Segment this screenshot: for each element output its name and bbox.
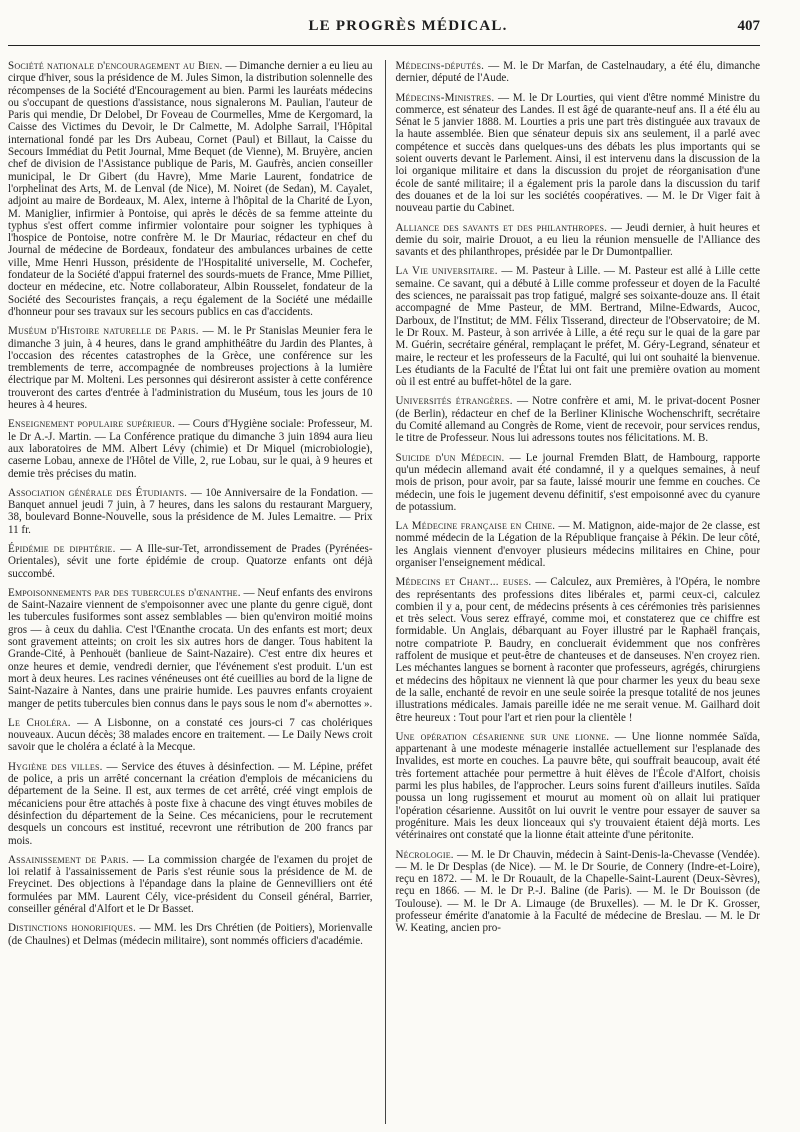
- news-item: [8, 761, 373, 847]
- page-number: 407: [737, 18, 760, 34]
- news-item: [396, 576, 761, 724]
- news-item: [396, 849, 761, 935]
- news-item: [8, 587, 373, 710]
- item-heading: Nécrologie.: [395, 848, 454, 861]
- item-text: — Dimanche dernier a eu lieu au cirque d'hiver, sous la présidence de M. Jules Simon, la distribution solennelle des récompenses de la Société d'Encouragement au bien. Parmi les lauréats médecins ou s'occupant de questions d'assistance, nous signalerons M. Paulian, l'auteur de Paris qui mendie, Dr Delobel, Dr Foveau de Courmelles, Mme de Kergomard, la Caisse des Victimes du Devoir, le Dr Calmette, M. Adolphe Sarrail, l'Hôpital international fondé par les Drs Aubeau, Cornet (Paul) et Billaut, la Caisse du Secours Immédiat du Petit Journal, Mme Bequet (de Vienne), M. Bruyère, ancien chef de division de l'Assistance publique de Paris, M. Gaufrès, ancien conseiller municipal, le Dr Gibert (du Havre), Mme Marie Laurent, fondatrice de l'orphelinat des Arts, M. de Lenval (de Nice), M. Noiret (de Sedan), M. Cayalet, adjoint au maire de Bordeaux, M. Alex, interne à l'hôpital de la Charité de Lyon, M. Maniglier, infirmier à Pontoise, qui après le décès de sa femme atteinte du typhus s'est offert comme infirmier volontaire pour soigner les typhiques à l'hospice de Pontoise, notre confrère M. le Dr Mauriac, rédacteur en chef du Journal de médecine de Bordeaux, fondateur des ambulances urbaines de cette ville, Mme Henri Husson, présidente de l'Hospitalité universelle, M. Cochefer, fondateur de la Société d'appui fraternel des sourds-muets de France, Mme Pilliet, docteur en médecine, etc. Notre collaborateur, Albin Rousselet, fondateur de la Société des Secouristes français, a reçu également de la Société une médaille d'honneur pour ses travaux sur les secours publics en cas d'accidents.: [8, 60, 373, 318]
- item-heading: Empoisonnements par des tubercules d'œnanthe.: [8, 586, 241, 599]
- news-item: [396, 452, 761, 513]
- item-heading: Médecins et Chant... euses.: [395, 576, 532, 589]
- item-text: — Cours d'Hygiène sociale: Professeur, M. le Dr A.-J. Martin. — La Conférence pratique du dimanche 3 juin 1894 aura lieu aux laboratoires de MM. Albert Lévy (chimie) et Dr Miquel (microbiologie), caserne Lobau, annexe de l'Hôtel de Ville, 2, rue Lobau, sur le quai, à 9 heures et demie très précises du matin.: [8, 418, 373, 480]
- item-text: — Calculez, aux Premières, à l'Opéra, le nombre des représentants des professions dites libérales et, parmi ceux-ci, calculez combien il y a, pour cent, de médecins présents à ces cérémonies très parisiennes et très select. Vous serez effrayé, comme moi, et constaterez que ce chiffre est formidable. Un Anglais, débarquant au Foyer illustré par le Raphaël français, notre compatriote P. Baudry, en concluerait évidemment que nos confrères raffolent de musique et peut-être de chanteuses et de danseuses. N'en croyez rien. Les méchantes langues se bornent à raconter que professeurs, agrégés, chirurgiens et médecins des hôpitaux ne viennent là que pour charmer les yeux du beau sexe de la salle, enchanté de revoir en une seule soirée la presque totalité de nos jeunes illustrations médicales. Jamais pareille idée ne me serait venue. M. Gailhard doit être heureux : Tout pour l'art et rien pour la clientèle !: [395, 576, 760, 724]
- news-item: [8, 717, 373, 754]
- item-heading: Société nationale d'encouragement au Bien.: [8, 60, 223, 72]
- item-text: — M. Matignon, aide-major de 2e classe, est nommé médecin de la Légation de la République française à Pékin. De leur côté, les Anglais viennent d'envoyer plusieurs médecins militaires en Chine, pour organiser l'enseignement médical.: [395, 520, 760, 569]
- item-text: — Notre confrère et ami, M. le privat-docent Posner (de Berlin), rédacteur en chef de la Berliner Klinische Wochenschrift, secrétaire du Comité allemand au Congrès de Rome, vient de recevoir, pour services rendus, le titre de Professeur. Nous lui adressons toutes nos félicitations. M. B.: [395, 395, 760, 445]
- news-item: [8, 922, 373, 947]
- item-heading: Assainissement de Paris.: [8, 853, 129, 866]
- item-heading: La Médecine française en Chine.: [395, 520, 556, 533]
- item-text: — M. le Dr Lourties, qui vient d'être nommé Ministre du commerce, est sénateur des Landes. Il est âgé de quarante-neuf ans. Il a été élu au Sénat le 5 janvier 1888. M. Lourties a pris une part très distinguée aux travaux de la haute assemblée. Bien que sénateur depuis six ans seulement, il a parlé avec compétence et succès dans quelques-uns des débats les plus importants qui se soient ouverts devant le Parlement. Ainsi, il est intervenu dans la discussion de la loi organique militaire et dans la discussion du projet de réorganisation d'une école de santé militaire; il a également pris la parole dans la discussion du tarif des douanes et de la loi sur les sociétés coopératives. — M. le Dr Viger fait à nouveau partie du Cabinet.: [395, 91, 760, 215]
- news-item: [396, 395, 761, 444]
- item-text: — M. le Pr Stanislas Meunier fera le dimanche 3 juin, à 4 heures, dans le grand amphithéâtre du Jardin des Plantes, à l'occasion des récentes catastrophes de la Grèce, une conférence sur les tremblements de terre, accompagnée de nombreuses projections à la lumière électrique par M. Molteni. Les personnes qui désireront assister à cette conférence trouveront des cartes d'entrée à l'administration du Muséum, tous les jours de 10 heures à 4 heures.: [8, 325, 373, 412]
- item-text: — MM. les Drs Chrétien (de Poitiers), Morienvalle (de Chaulnes) et Delmas (médecin militaire), sont nommés officiers d'académie.: [8, 922, 373, 947]
- item-text: — M. le Dr Chauvin, médecin à Saint-Denis-la-Chevasse (Vendée). — M. le Dr Desplas (de Nice). — M. le Dr Sourie, de Connery (Indre-et-Loire), reçu en 1872. — M. le Dr Rouault, de la Chapelle-Saint-Laurent (Deux-Sèvres), reçu en 1866. — M. le Dr P.-J. Baline (de Paris). — M. le Dr Bouisson (de Toulouse). — M. le Dr A. Limauge (de Bruxelles). — M. le Dr K. Grosser, professeur émérite d'anatomie à la Faculté de médecine de Breslau. — M. le Dr W. Keating, ancien pro-: [395, 848, 760, 935]
- news-item: [396, 60, 761, 85]
- header-rule: [8, 45, 760, 46]
- news-item: [396, 265, 761, 388]
- item-heading: Universités étrangères.: [395, 395, 513, 408]
- item-heading: Hygiène des villes.: [8, 760, 103, 773]
- left-column: [8, 60, 375, 1124]
- news-item: [8, 325, 373, 411]
- news-item: [8, 418, 373, 479]
- item-heading: Association générale des Étudiants.: [8, 486, 188, 499]
- item-heading: Suicide d'un Médecin.: [395, 451, 505, 464]
- item-text: — Neuf enfants des environs de Saint-Nazaire viennent de s'empoisonner avec une plante du genre ciguë, dont les tubercules fusiformes sont assez semblables — bien qu'environ moitié moins gros — à ceux du dahlia. C'est l'Œnanthe crocata. Un des enfants est mort; deux sont gravement atteints; on croit les six autres hors de danger. Tous habitent la Grande-Cité, à Penhouët (banlieue de Saint-Nazaire). C'est entre dix heures et onze heures et demie, vendredi dernier, que l'événement s'est produit. L'un est mort à deux heures. Les racines vénéneuses ont été cueillies au bord de la ligne de Saint-Nazaire à Nantes, dans une prairie humide. Les pauvres enfants croyaient manger de petits tubercules bien connus dans le pays sous le nom d'« abernottes ».: [8, 586, 373, 710]
- item-text: — La commission chargée de l'examen du projet de loi relatif à l'assainissement de Paris s'est réunie sous la présidence de M. de Freycinet. Des objections à l'épandage dans la plaine de Gennevilliers ont été formulées par MM. Laurent Cély, vice-président du Conseil général, Barrier, conseiller général d'Alfort et le Dr Basset.: [8, 853, 373, 915]
- news-item: [8, 543, 373, 580]
- item-heading: Distinctions honorifiques.: [8, 922, 136, 935]
- item-heading: Médecins-Ministres.: [395, 91, 495, 104]
- item-text: — M. le Dr Marfan, de Castelnaudary, a été élu, dimanche dernier, député de l'Aude.: [395, 60, 760, 85]
- right-column: [385, 60, 761, 1124]
- item-text: — A Ille-sur-Tet, arrondissement de Prades (Pyrénées-Orientales), sévit une forte épidémie de croup. Quatorze enfants ont déjà succombé.: [8, 542, 373, 580]
- item-text: — Service des étuves à désinfection. — M. Lépine, préfet de police, a pris un arrêté concernant la création d'emplois de mécaniciens du département de la Seine. Il est, aux termes de cet arrêté, créé vingt emplois de mécaniciens pour être attachés à poste fixe à chacune des vingt étuves mobiles de désinfection du département de la Seine. Ces mécaniciens, pour le recrutement desquels un concours est institué, recevront une rétribution de 200 francs par mois.: [8, 760, 373, 847]
- journal-title: LE PROGRÈS MÉDICAL.: [308, 18, 508, 34]
- item-text: — M. Pasteur à Lille. — M. Pasteur est allé à Lille cette semaine. Ce savant, qui a débuté à Lille comme professeur et doyen de la Faculté des sciences, ne paraissait pas trop fatigué, malgré ses soixante-douze ans. Il était accompagné de Mme Pasteur, de MM. Bertrand, Milne-Edwards, Aucoc, Darboux, de l'Institut; de MM. Félix Tisserand, directeur de l'Observatoire; de M. le Dr Roux. M. Pasteur, à son arrivée à Lille, a été reçu sur le quai de la gare par M. Guérin, secrétaire général, remplaçant le préfet, M. Géry-Legrand, sénateur et maire, le recteur et les professeurs de la Faculté, qui lui ont souhaité la bienvenue. Les étudiants de la Faculté de l'État lui ont fait une première ovation au moment où il est entré au buffet-hôtel de la gare.: [395, 265, 760, 389]
- item-heading: Le Choléra.: [8, 716, 71, 729]
- news-item: [8, 487, 373, 536]
- item-heading: Épidémie de diphtérie.: [8, 542, 116, 555]
- item-text: — A Lisbonne, on a constaté ces jours-ci 7 cas cholériques nouveaux. Aucun décès; 38 malades encore en traitement. — Le Daily News croit savoir que le choléra a éclaté à la Mecque.: [8, 716, 373, 754]
- news-item: [8, 60, 373, 318]
- news-item: [396, 520, 761, 569]
- item-text: — Le journal Fremden Blatt, de Hambourg, rapporte qu'un médecin allemand avait été condamné, il y a quelques semaines, à neuf mois de prison, pour avoir, par sa faute, laissé mourir une femme en couches. Ce médecin, une fois le jugement devenu définitif, s'est empoisonné avec du cyanure de potassium.: [395, 451, 760, 513]
- columns: [8, 60, 760, 1124]
- item-text: — 10e Anniversaire de la Fondation. — Banquet annuel jeudi 7 juin, à 7 heures, dans les salons du restaurant Marguery, 38, boulevard Bonne-Nouvelle, sous la présidence de M. Jules Lemaitre. — Prix 11 fr.: [8, 486, 373, 536]
- item-text: — Une lionne nommée Saïda, appartenant à une modeste ménagerie installée actuellement sur l'esplanade des Invalides, est morte en couches. La pauvre bête, qui souffrait beaucoup, avait été très fortement attachée pour permettre à huit élèves de l'École d'Alfort, choisis parmi les plus habiles, de l'approcher. Leurs soins furent d'ailleurs inutiles. Saïda poussa un long rugissement et mourut au moment où on allait lui pratiquer l'opération césarienne. Aussitôt on lui ouvrit le ventre pour essayer de sauver sa progéniture. Mais les deux lionceaux qui s'y trouvaient étaient déjà morts. Les vétérinaires ont constaté que la lionne était atteinte d'une péritonite.: [395, 730, 760, 842]
- news-item: [396, 222, 761, 259]
- news-item: [396, 731, 761, 842]
- item-heading: Enseignement populaire supérieur.: [8, 418, 176, 431]
- news-item: [396, 92, 761, 215]
- item-heading: Alliance des savants et des philanthropes.: [395, 221, 608, 234]
- item-heading: La Vie universitaire.: [395, 265, 498, 278]
- item-heading: Médecins-députés.: [395, 60, 485, 72]
- news-item: [8, 854, 373, 915]
- item-text: — Jeudi dernier, à huit heures et demie du soir, mairie Drouot, a eu lieu la réunion mensuelle de l'Alliance des savants et des philanthropes, présidée par le Dr Dumontpallier.: [395, 221, 760, 259]
- item-heading: Une opération césarienne sur une lionne.: [395, 730, 610, 743]
- page-header: [56, 18, 760, 40]
- item-heading: Muséum d'Histoire naturelle de Paris.: [8, 325, 199, 338]
